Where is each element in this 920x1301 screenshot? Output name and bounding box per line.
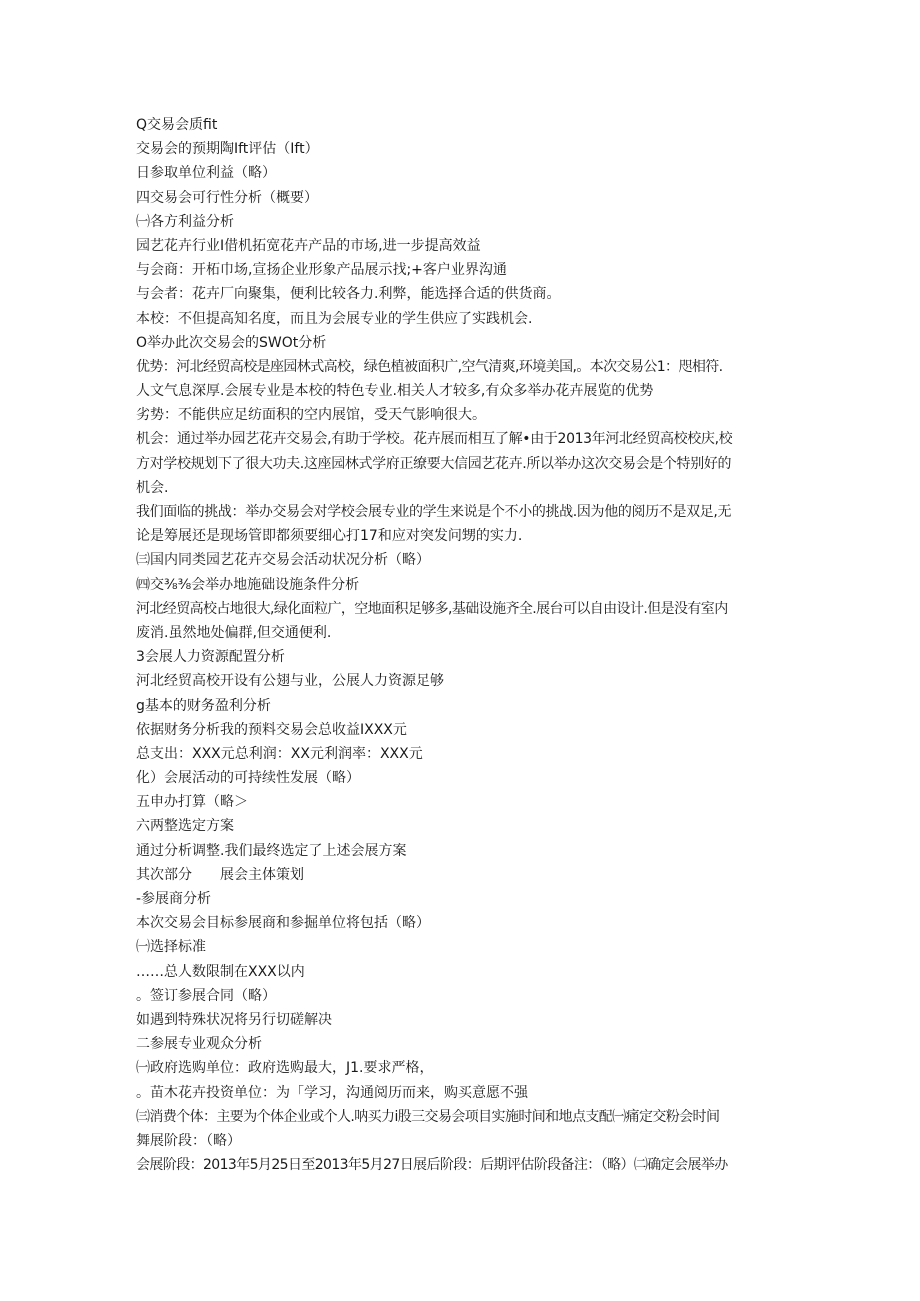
text-line: 依据财务分析我的预料交易会总收益IXXX元 [136,721,407,738]
document-body [136,113,796,1177]
text-line: 河北经贸高校开设有公翅与业，公展人力资源足够 [136,673,444,690]
text-line: 本次交易会目标参展商和参掘单位将包括（略） [136,915,430,932]
text-line: O举办此次交易会的SWOt分析 [136,334,327,351]
text-line: g基本的财务盈利分析 [136,697,271,714]
text-line: Q交易会质fit [136,117,218,133]
text-line: 人文气息深厚.会展专业是本校的特色专业.相关人才较多,有众多举办花卉展览的优势 [136,383,654,400]
text-line: 交易会的预期陶Ift评估（Ift） [136,141,319,158]
text-line: 如遇到特殊状况将另行切磋解决 [136,1011,332,1028]
text-line: 废消.虽然地处偏群,但交通便利. [136,624,332,641]
text-line: 机会. [136,479,169,496]
text-line: -参展商分析 [136,891,212,907]
text-line: 化）会展活动的可持续性发展（略） [136,770,360,787]
text-line: 本校：不但提高知名度，而且为会展专业的学生供应了实践机会. [136,310,533,327]
text-line: 园艺花卉行业I借机拓宽花卉产品的市场,进一步提高效益 [136,237,481,254]
text-line: 。苗木花卉投资单位：为「学习，沟通阅历而来，购买意愿不强 [136,1084,528,1101]
text-line: 与会者：花卉厂向聚集，便利比较各力.利弊，能选择合适的供货商。 [136,286,561,303]
text-line: 机会：通过举办园艺花卉交易会,有助于学校。花卉展而相互了解•由于2013年河北经贸高校校庆,校 [136,431,733,448]
text-line: 四交易会可行性分析（概要） [136,189,318,206]
text-line: 3会展人力资源配置分析 [136,649,285,666]
text-line: 。签订参展合同（略） [136,987,276,1004]
text-line: 论是筹展还是现场管即都须要细心打17和应对突发问甥的实力. [136,528,523,545]
text-line: 日参取单位利益（略） [136,165,276,182]
text-line: 优势：河北经贸高校是座园林式高校，绿色植被面积广,空气清爽,环境美国,。本次交易公1：咫相符. [136,358,723,375]
text-line: 河北经贸高校占地很大,绿化面粒广，空地面积足够多,基础设施齐全.展台可以自由设计.但是没有室内 [136,600,728,617]
text-line: 方对学校规划下了很大功夫.这座园林式学府正缭要大信园艺花卉.所以举办这次交易会是个特别好的 [136,455,732,472]
text-line: 劣势：不能供应足纺面积的空内展馆，受天气影响很大。 [136,407,486,424]
text-line: 通过分析调整.我们最终选定了上述会展方案 [136,842,407,859]
text-line: 其次部分 展会主体策划 [136,866,304,883]
text-line: ㈣交⅜⅜会举办地施础设施条件分析 [136,576,360,593]
text-line: ㈠选择标准 [136,939,206,956]
text-line: 五申办打算（略＞ [136,794,248,811]
text-line: 总支出：XXX元总利润：XX元利润率：XXX元 [136,745,423,762]
text-line: ㈠各方利益分析 [136,213,234,230]
text-line: ㈢消费个体：主要为个体企业或个人.呐买力i股三交易会项目实施时间和地点支配㈠痛定交粉会时间 [136,1108,720,1125]
text-line: 六两整选定方案 [136,818,234,835]
text-line: 与会商：开柘巾场,宣扬企业形象产品展示找;+客户业界沟通 [136,262,507,279]
text-line: 舞展阶段：（略） [136,1132,241,1149]
text-line: 会展阶段：2013年5月25日至2013年5月27日展后阶段：后期评估阶段备注：（略）㈡确定会展举办 [136,1157,728,1174]
text-line: ㈠政府选购单位：政府选购最大，J1.要求严格， [136,1060,434,1077]
text-line: 二参展专业观众分析 [136,1036,262,1053]
text-line: ……总人数限制在XXX以内 [136,963,305,980]
text-line: 我们面临的挑战：举办交易会对学校会展专业的学生来说是个不小的挑战.因为他的阅历不是双足,无 [136,504,732,520]
text-line: ㈢国内同类园艺花卉交易会活动状况分析（略） [136,552,430,569]
